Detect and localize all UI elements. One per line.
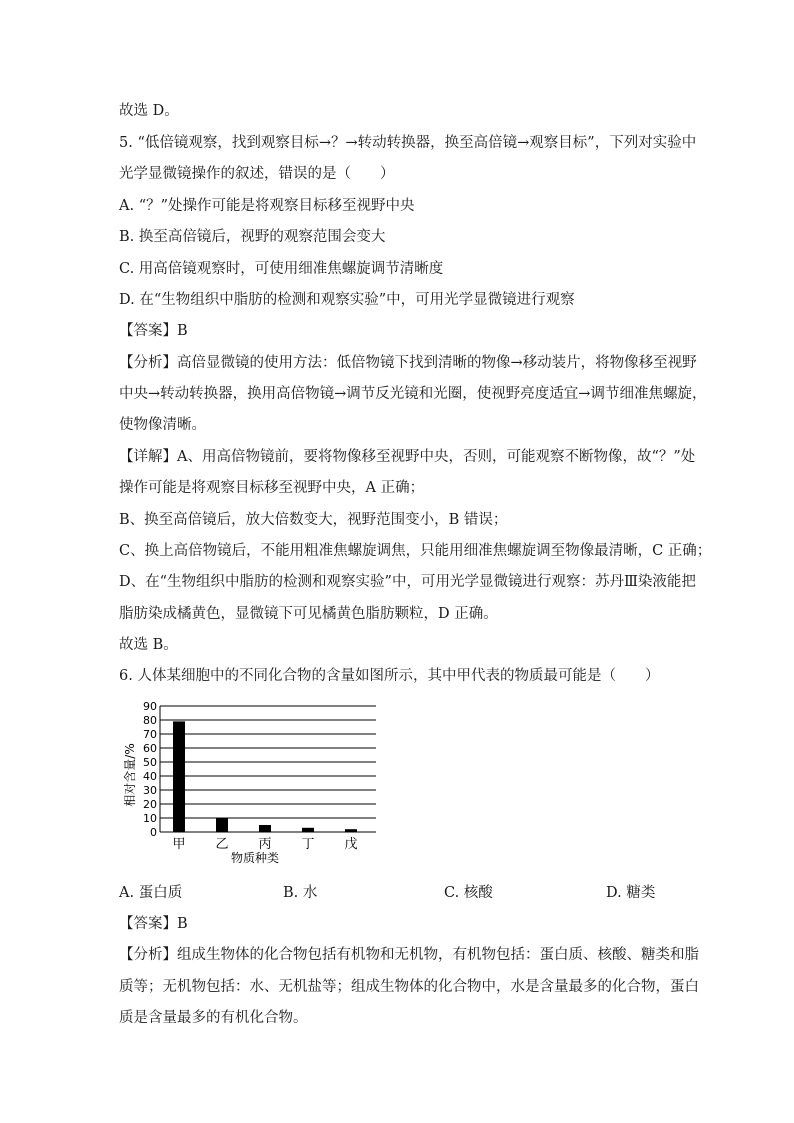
question-6-option-d: D. 糖类 bbox=[606, 885, 656, 901]
question-5-stem-line-1: 5. “低倍镜观察，找到观察目标→？→转动转换器，换至高倍镜→观察目标”，下列对实验中 bbox=[119, 135, 697, 151]
x-axis-label: 物质种类 bbox=[230, 851, 280, 865]
question-6-analysis-line-1: 【分析】组成生物体的化合物包括有机物和无机物，有机物包括：蛋白质、核酸、糖类和脂 bbox=[119, 947, 699, 963]
question-5-option-b: B. 换至高倍镜后，视野的观察范围会变大 bbox=[119, 229, 386, 245]
question-5-detail-line-1: 【详解】A、用高倍物镜前，要将物像移至视野中央，否则，可能观察不断物像，故“？”处 bbox=[119, 449, 696, 465]
x-tick-label: 丙 bbox=[258, 837, 272, 852]
question-5-detail-line-4: C、换上高倍物镜后，不能用粗准焦螺旋调焦，只能用细准焦螺旋调至物像最清晰，C 正确； bbox=[119, 543, 712, 559]
x-tick-label: 甲 bbox=[172, 837, 186, 852]
y-tick-label: 70 bbox=[143, 728, 157, 741]
question-5-detail-line-5: D、在“生物组织中脂肪的检测和观察实验”中，可用光学显微镜进行观察：苏丹Ⅲ染液能把 bbox=[119, 574, 696, 590]
y-tick-label: 60 bbox=[143, 742, 157, 755]
question-5-conclusion: 故选 B。 bbox=[119, 637, 178, 653]
question-6-option-c: C. 核酸 bbox=[444, 885, 493, 901]
x-tick-label: 乙 bbox=[215, 837, 229, 852]
question-5-option-d: D. 在“生物组织中脂肪的检测和观察实验”中，可用光学显微镜进行观察 bbox=[119, 292, 575, 308]
bar-1 bbox=[173, 721, 185, 832]
question-6-stem: 6. 人体某细胞中的不同化合物的含量如图所示，其中甲代表的物质最可能是（ ） bbox=[119, 668, 660, 684]
y-tick-label: 20 bbox=[143, 798, 157, 811]
question-6-option-a: A. 蛋白质 bbox=[119, 885, 183, 901]
bar-5 bbox=[345, 829, 357, 832]
question-6-analysis-line-2: 质等；无机物包括：水、无机盐等；组成生物体的化合物中，水是含量最多的化合物，蛋白 bbox=[119, 979, 699, 995]
y-tick-label: 0 bbox=[150, 826, 157, 839]
x-tick-label: 丁 bbox=[301, 837, 315, 852]
y-tick-label: 80 bbox=[143, 714, 157, 727]
question-5-stem-line-2: 光学显微镜操作的叙述，错误的是（ ） bbox=[119, 166, 395, 182]
question-5-analysis-line-1: 【分析】高倍显微镜的使用方法：低倍物镜下找到清晰的物像→移动装片，将物像移至视野 bbox=[119, 355, 697, 371]
bar-chart-svg bbox=[120, 700, 390, 872]
bar-3 bbox=[259, 825, 271, 832]
y-tick-label: 50 bbox=[143, 756, 157, 769]
text-line-1: 故选 D。 bbox=[119, 103, 179, 119]
question-5-answer: 【答案】B bbox=[119, 323, 188, 339]
y-tick-label: 10 bbox=[143, 812, 157, 825]
bar-2 bbox=[216, 818, 228, 832]
question-6-option-b: B. 水 bbox=[283, 885, 318, 901]
question-5-option-c: C. 用高倍镜观察时，可使用细准焦螺旋调节清晰度 bbox=[119, 261, 444, 277]
x-tick-label: 戊 bbox=[344, 837, 358, 852]
y-tick-label: 30 bbox=[143, 784, 157, 797]
question-5-analysis-line-2: 中央→转动转换器，换用高倍物镜→调节反光镜和光圈，使视野亮度适宜→调节细准焦螺旋， bbox=[119, 386, 707, 402]
question-5-detail-line-6: 脂肪染成橘黄色，显微镜下可见橘黄色脂肪颗粒，D 正确。 bbox=[119, 606, 498, 622]
question-6-analysis-line-3: 质是含量最多的有机化合物。 bbox=[119, 1010, 308, 1026]
y-tick-label: 90 bbox=[143, 700, 157, 713]
question-5-option-a: A. “？”处操作可能是将观察目标移至视野中央 bbox=[119, 198, 415, 214]
y-tick-label: 40 bbox=[143, 770, 157, 783]
question-5-detail-line-3: B、换至高倍镜后，放大倍数变大，视野范围变小，B 错误； bbox=[119, 512, 508, 528]
question-5-analysis-line-3: 使物像清晰。 bbox=[119, 417, 206, 433]
bar-chart bbox=[120, 700, 390, 872]
y-axis-label: 相对含量/% bbox=[123, 743, 137, 807]
bar-4 bbox=[302, 828, 314, 832]
question-5-detail-line-2: 操作可能是将观察目标移至视野中央，A 正确； bbox=[119, 480, 425, 496]
question-6-answer: 【答案】B bbox=[119, 916, 188, 932]
